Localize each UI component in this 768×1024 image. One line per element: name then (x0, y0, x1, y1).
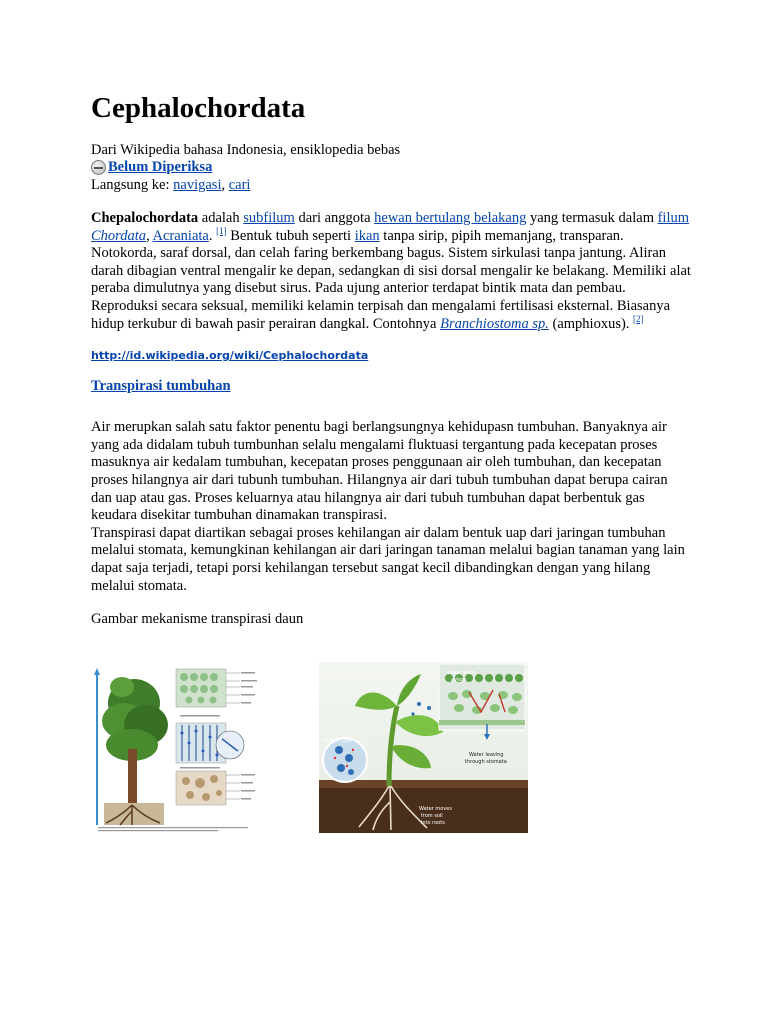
source-url-link[interactable]: http://id.wikipedia.org/wiki/Cephalochordata (91, 349, 369, 363)
jump-prefix: Langsung ke: (91, 176, 174, 193)
review-status-icon (91, 160, 106, 175)
page-subtitle: Dari Wikipedia bahasa Indonesia, ensiklopedia bebas (91, 142, 401, 158)
section-link-row (91, 378, 691, 395)
jump-navigation-link[interactable]: navigasi (173, 176, 222, 193)
source-url-link-row (91, 349, 691, 362)
transpirasi-section-link[interactable]: Transpirasi tumbuhan (91, 378, 231, 395)
label-water-leaving: Water leaving (469, 752, 504, 758)
link-acraniata[interactable]: Acraniata (152, 227, 209, 244)
text-run: (amphioxus). (548, 315, 634, 332)
tree-transpiration-figure (94, 663, 260, 834)
figure-caption: Gambar mekanisme transpirasi daun (91, 611, 304, 628)
text-run: . (208, 227, 217, 244)
link-hewan-bertulang-belakang[interactable]: hewan bertulang belakang (374, 210, 527, 226)
label-xylem: xylem (451, 677, 467, 683)
intro-paragraph (91, 210, 691, 333)
label-through-stomata: through stomata (465, 759, 507, 765)
jump-links (91, 177, 691, 195)
text-run: yang termasuk dalam (526, 210, 658, 226)
label-xylem-tube: Xylem tube (323, 738, 352, 744)
label-from-soil: from soil (421, 813, 443, 819)
review-status-link[interactable]: Belum Diperiksa (108, 159, 213, 175)
text-run: tanpa sirip, pipih memanjang, transparan. Notokorda, saraf dorsal, dan celah faring berkembang bagus. Sistem sirkulasi tanpa jantung. Aliran darah dibagian ventral mengalir ke depan, sedangkan di sisi dorsal mengalir ke belakang. Memiliki alat peraba dimulutnya yang disebut sirus. Pada ujung anterior terdapat bintik mata dan pembau. Reproduksi secara seksual, memiliki kelamin terpisah dan mengalami fertilisasi eksternal. Biasanya hidup terkubur di bawah pasir perairan dangkal. Contohnya (91, 227, 691, 332)
link-filum[interactable]: filum (657, 210, 690, 226)
reference-1-link[interactable]: [1] (216, 225, 227, 236)
jump-search-link[interactable]: cari (228, 176, 251, 193)
transpirasi-paragraph-1: Air merupkan salah satu faktor penentu bagi berlangsungnya kehidupasn tumbuhan. Banyaknya air yang ada didalam tubuh tumbunhan selalu mengalami fluktuasi tergantung pada kecepatan proses masuknya air kedalam tumbuhan, kecepatan proses penggunaan air oleh tumbuhan, dan kecepatan proses hilangnya air dari tubunh tumbuhan. Hilangnya air dari tubuh tumbuhan dapat berupa cairan dan uap atau gas. Proses keluarnya atau hilangnya air dari tubuh tumbuhan dapat berbentuk gas keudara disekitar tumbuhan dinamakan transpirasi. (91, 419, 668, 524)
text-run: , (146, 227, 153, 244)
link-subfilum[interactable]: subfilum (243, 210, 295, 226)
intro-term: Chepalochordata (91, 210, 199, 226)
jump-separator: , (221, 176, 229, 193)
review-badge-row (91, 159, 691, 177)
label-into-roots: into roots (421, 820, 445, 826)
page-title: Cephalochordata (91, 92, 306, 124)
link-ikan[interactable]: ikan (354, 227, 380, 244)
text-run: dari anggota (294, 210, 375, 226)
article-content (91, 92, 691, 628)
text-run: Bentuk tubuh seperti (226, 227, 355, 244)
text-run: adalah (198, 210, 244, 226)
transpirasi-paragraph-2: Transpirasi dapat diartikan sebagai proses kehilangan air dalam bentuk uap dari jaringan tumbuhan melalui stomata, kemungkinan kehilangan air dari jaringan tanaman melalui bagian tanaman yang lain dapat saja terjadi, tetapi porsi kehilangan tersebut sangat kecil dibandingkan dengan yang hilang melalui stomata. (91, 524, 685, 594)
link-chordata[interactable]: Chordata (91, 227, 147, 244)
label-water-from: Water from (447, 670, 476, 676)
reference-2-link[interactable]: [2] (633, 313, 644, 324)
label-water-moves: Water moves (419, 806, 452, 812)
link-branchiostoma[interactable]: Branchiostoma sp. (440, 315, 549, 332)
plant-transpiration-figure (319, 662, 528, 833)
